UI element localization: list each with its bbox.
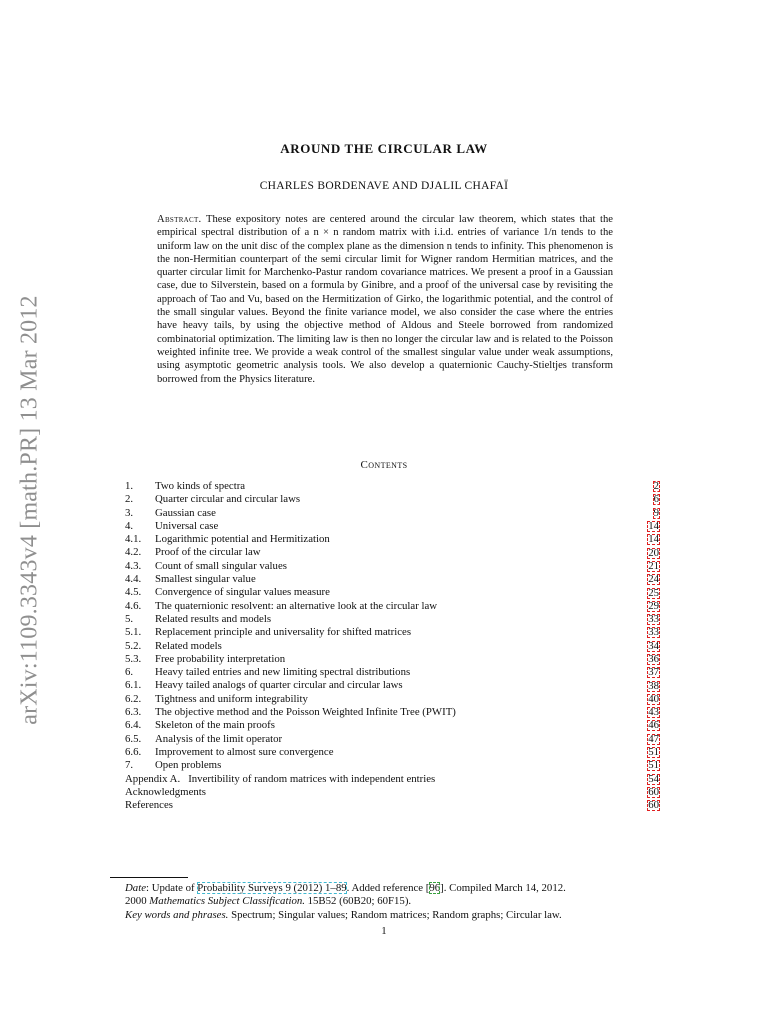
toc-entry-number: Appendix A. [125, 772, 181, 785]
toc-page-link[interactable]: 40 [648, 692, 659, 705]
toc-entry[interactable] [125, 586, 660, 599]
toc-entry-number: 6.4. [125, 719, 142, 732]
arxiv-stamp [12, 280, 48, 740]
journal-link[interactable]: Probability Surveys 9 (2012) 1–89 [197, 882, 347, 894]
toc-entry-number: 4.3. [125, 559, 142, 572]
toc-entry[interactable] [125, 546, 660, 559]
toc-entry[interactable] [125, 693, 660, 706]
msc-year: 2000 [125, 895, 150, 908]
toc-entry-label [125, 507, 216, 520]
toc-entry-label [125, 773, 435, 786]
toc-page-link[interactable]: 20 [648, 546, 659, 559]
toc-entry[interactable] [125, 573, 660, 586]
toc-entry-number: 6.5. [125, 732, 142, 745]
toc-page-link[interactable]: 51 [648, 759, 659, 772]
msc-label: Mathematics Subject Classification. [149, 895, 305, 908]
toc-entry[interactable] [125, 773, 660, 786]
toc-entry[interactable] [125, 480, 660, 493]
abstract [157, 213, 613, 386]
toc-entry-label [125, 640, 222, 653]
toc-page-link[interactable]: 51 [648, 746, 659, 759]
keywords-label: Key words and phrases. [125, 908, 229, 921]
toc-entry-label [125, 733, 282, 746]
toc-page-link[interactable]: 37 [648, 666, 659, 679]
toc-entry-title: The objective method and the Poisson Weighted Infinite Tree (PWIT) [155, 706, 456, 719]
toc-entry[interactable] [125, 746, 660, 759]
toc-page-link[interactable]: 60 [648, 785, 659, 798]
date-text: : Update of [146, 882, 198, 894]
toc-entry-label [125, 493, 300, 506]
toc-entry-number: 5.1. [125, 626, 142, 639]
toc-entry-number: 4.4. [125, 573, 142, 586]
abstract-text: These expository notes are centered around the circular law theorem, which states that the empirical spectral distribution of a n × n random matrix with i.i.d. entries of variance 1/n tends to the uniform law on the unit disc of the complex plane as the dimension n tends to infinity. This phenomenon is the non-Hermitian counterpart of the semi circular limit for Wigner random Hermitian matrices, and the quarter circular limit for Marchenko-Pastur random covariance matrices. We present a proof in a Gaussian case, due to Silverstein, based on a formula by Ginibre, and a proof of the universal case by revisiting the approach of Tao and Vu, based on the Hermitization of Girko, the logarithmic potential, and the control of the small singular values. Beyond the finite variance model, we also consider the case where the entries have heavy tails, by using the objective method of Aldous and Steele borrowed from randomized combinatorial optimization. The limiting law is then no longer the circular law and is related to the Poisson weighted infinite tree. We provide a weak control of the smallest singular value under weak assumptions, using asymptotic geometric analysis tools. We also develop a quaternionic Cauchy-Stieltjes transform borrowed from the Physics literature. [157, 214, 613, 385]
toc-page-link[interactable]: 33 [648, 626, 659, 639]
toc-page-link[interactable]: 6 [653, 493, 659, 506]
toc-entry-number: 1. [125, 480, 134, 492]
toc-entry[interactable] [125, 493, 660, 506]
toc-entry-label [125, 719, 275, 732]
toc-entry-title: Quarter circular and circular laws [155, 493, 301, 506]
keywords-value: Spectrum; Singular values; Random matrices; Random graphs; Circular law. [228, 908, 562, 921]
toc-entry-title: Smallest singular value [155, 573, 256, 586]
msc-footnote [125, 895, 665, 908]
toc-entry-label [125, 613, 271, 626]
toc-page-link[interactable]: 54 [648, 772, 659, 785]
toc-entry-label [125, 666, 410, 679]
toc-entry[interactable] [125, 799, 660, 812]
date-text-mid: . Added reference [ [346, 882, 430, 894]
toc-entry-number: 6.1. [125, 679, 142, 692]
toc-entry-label [125, 533, 330, 546]
toc-entry[interactable] [125, 759, 660, 772]
footnote-rule [110, 877, 188, 878]
toc-entry-label [125, 693, 308, 706]
toc-page-link[interactable]: 34 [648, 639, 659, 652]
contents-heading: Contents [360, 459, 408, 471]
toc-entry[interactable] [125, 666, 660, 679]
toc-entry-label [125, 560, 287, 573]
toc-entry-label [125, 706, 456, 719]
toc-entry-number: 6. [125, 666, 134, 679]
toc-entry[interactable] [125, 653, 660, 666]
toc-entry-title: Invertibility of random matrices with independent entries [188, 772, 436, 785]
toc-entry-number: 2. [125, 493, 134, 506]
keywords-footnote [125, 909, 665, 922]
toc-entry[interactable] [125, 533, 660, 546]
toc-entry[interactable] [125, 507, 660, 520]
toc-entry-title: Count of small singular values [155, 559, 287, 572]
toc-entry-title: Logarithmic potential and Hermitization [155, 533, 330, 546]
toc-entry-label [125, 586, 330, 599]
toc-page-link[interactable]: 2 [653, 480, 659, 493]
toc-entry-number: 4.5. [125, 586, 142, 599]
toc-entry-title: Proof of the circular law [155, 546, 261, 559]
toc-entry[interactable] [125, 626, 660, 639]
paper-title: AROUND THE CIRCULAR LAW [280, 141, 488, 156]
date-text-post: ]. Compiled March 14, 2012. [440, 882, 566, 894]
table-of-contents [125, 480, 660, 812]
toc-entry[interactable] [125, 560, 660, 573]
footnotes [125, 882, 665, 922]
toc-entry-label [125, 799, 173, 812]
paper-authors: CHARLES BORDENAVE AND DJALIL CHAFAÏ [259, 180, 509, 192]
toc-page-link[interactable]: 33 [648, 613, 659, 626]
toc-entry-label [125, 546, 261, 559]
toc-entry[interactable] [125, 733, 660, 746]
toc-entry-label [125, 653, 285, 666]
toc-entry[interactable] [125, 706, 660, 719]
toc-page-link[interactable]: 43 [648, 706, 659, 719]
toc-page-link[interactable]: 36 [648, 653, 659, 665]
toc-page-link[interactable]: 24 [648, 573, 659, 586]
toc-entry-number: 5. [125, 612, 134, 625]
toc-entry[interactable] [125, 600, 660, 613]
toc-entry[interactable] [125, 640, 660, 653]
toc-entry-title: Tightness and uniform integrability [155, 692, 308, 705]
toc-entry[interactable] [125, 786, 660, 799]
toc-entry-label [125, 626, 411, 639]
toc-page-link[interactable]: 25 [648, 586, 659, 599]
toc-entry-number: 4.2. [125, 546, 142, 559]
toc-entry-number: 4.6. [125, 599, 142, 612]
page-number: 1 [381, 925, 387, 937]
toc-entry-label [125, 746, 334, 759]
toc-page-link[interactable]: 9 [653, 506, 659, 519]
toc-entry-title: Open problems [155, 759, 222, 772]
toc-page-link[interactable]: 29 [648, 599, 659, 612]
toc-page-link[interactable]: 47 [648, 732, 659, 745]
toc-entry-title: The quaternionic resolvent: an alternative look at the circular law [155, 599, 438, 612]
toc-entry-label [125, 600, 437, 613]
toc-entry-title: Two kinds of spectra [155, 480, 246, 492]
abstract-label: Abstract. [157, 214, 202, 225]
reference-link[interactable]: 96 [429, 882, 441, 894]
toc-entry-title: Heavy tailed analogs of quarter circular and circular laws [155, 679, 403, 692]
date-footnote [125, 882, 665, 895]
toc-entry-label [125, 520, 218, 533]
toc-entry-label [125, 573, 256, 586]
toc-entry-number: 6.3. [125, 706, 142, 719]
toc-page-link[interactable]: 14 [648, 533, 659, 546]
toc-entry-title: Skeleton of the main proofs [155, 719, 275, 732]
toc-entry-title: Related results and models [155, 612, 272, 625]
toc-entry-label [125, 786, 206, 799]
toc-entry[interactable] [125, 613, 660, 626]
toc-page-link[interactable]: 60 [648, 799, 659, 812]
date-label: Date [125, 882, 146, 894]
toc-entry-title: Improvement to almost sure convergence [155, 745, 334, 758]
toc-entry-label [125, 759, 221, 772]
toc-entry-title: Convergence of singular values measure [155, 586, 330, 599]
toc-entry-title: Universal case [155, 519, 219, 532]
toc-entry-title: References [125, 799, 173, 812]
toc-entry[interactable] [125, 520, 660, 533]
toc-entry[interactable] [125, 719, 660, 732]
toc-entry-title: Analysis of the limit operator [155, 732, 283, 745]
toc-entry[interactable] [125, 679, 660, 692]
toc-entry-title: Free probability interpretation [155, 652, 286, 665]
toc-entry-number: 4. [125, 519, 134, 532]
toc-entry-title: Acknowledgments [125, 785, 206, 798]
toc-entry-number: 7. [125, 759, 134, 772]
toc-entry-label [125, 679, 403, 692]
toc-entry-number: 5.2. [125, 639, 142, 652]
toc-entry-title: Gaussian case [155, 506, 216, 519]
toc-entry-number: 4.1. [125, 533, 142, 546]
toc-page-link[interactable]: 14 [648, 520, 659, 533]
toc-page-link[interactable]: 38 [648, 679, 659, 692]
toc-entry-number: 6.6. [125, 745, 142, 758]
toc-page-link[interactable]: 21 [648, 559, 659, 572]
arxiv-identifier: arXiv:1109.3343v4 [math.PR] 13 Mar 2012 [16, 295, 43, 725]
toc-entry-title: Heavy tailed entries and new limiting spectral distributions [155, 666, 411, 679]
toc-entry-number: 6.2. [125, 692, 142, 705]
toc-entry-title: Replacement principle and universality for shifted matrices [155, 626, 412, 639]
msc-value: 15B52 (60B20; 60F15). [304, 895, 412, 908]
toc-page-link[interactable]: 46 [648, 719, 659, 732]
toc-entry-title: Related models [155, 639, 222, 652]
toc-entry-label [125, 480, 245, 493]
toc-entry-number: 3. [125, 506, 134, 519]
toc-entry-number: 5.3. [125, 652, 142, 665]
